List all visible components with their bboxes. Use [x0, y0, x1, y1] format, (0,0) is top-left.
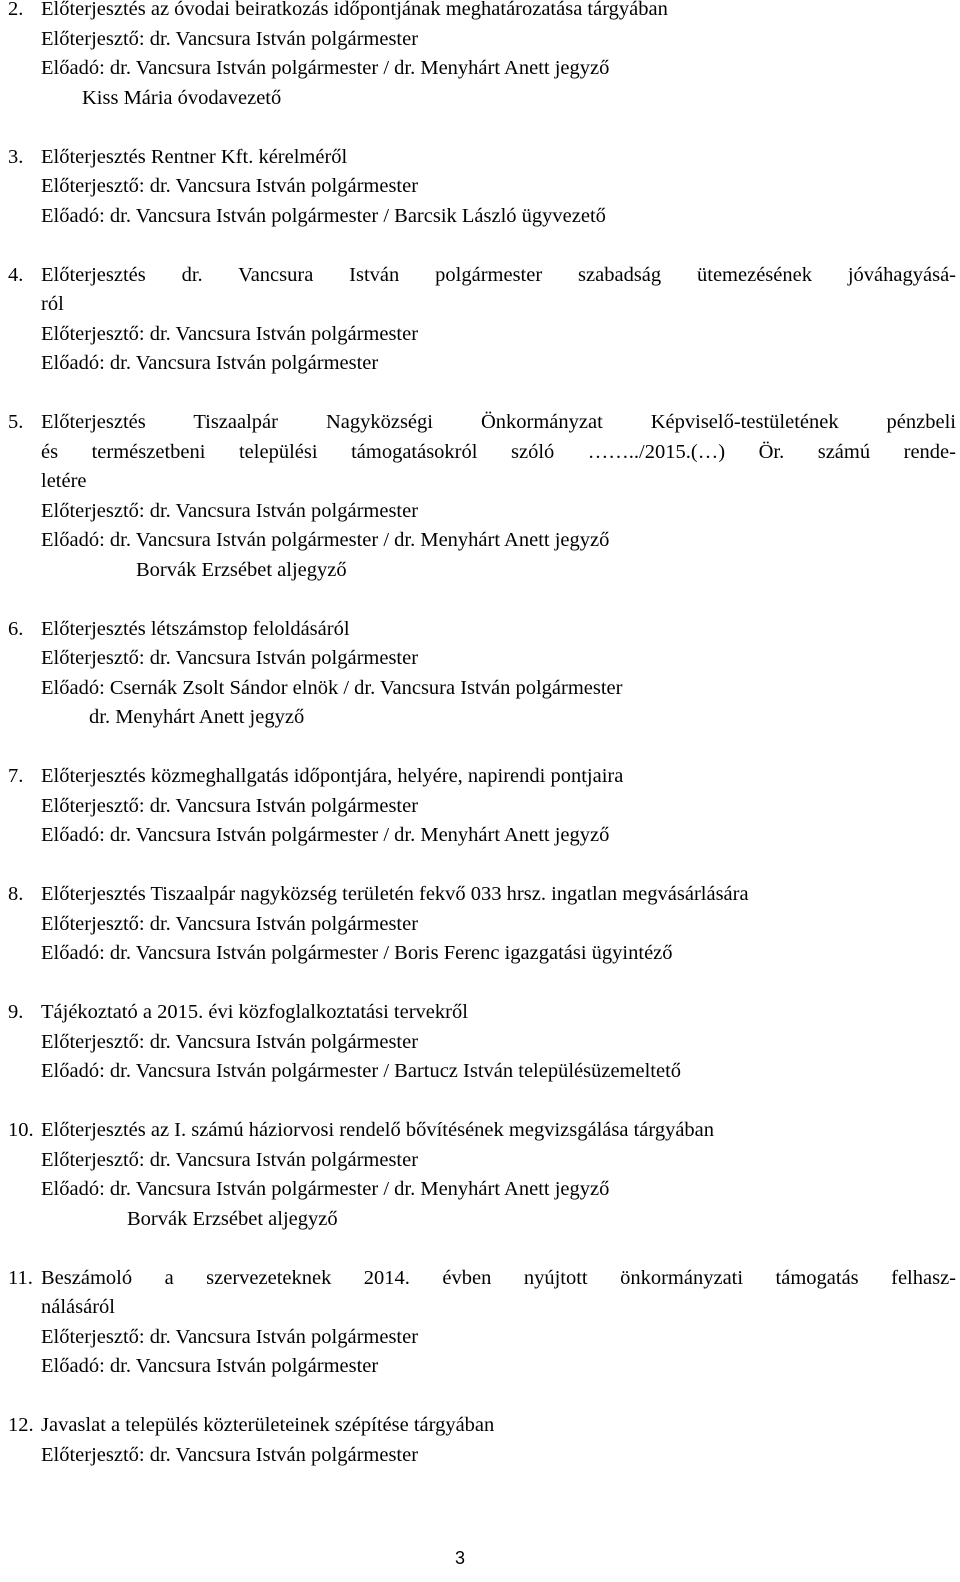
item-number: 2. [8, 0, 24, 20]
item-number: 12. [8, 1414, 34, 1436]
presenter-line: Előterjesztő: dr. Vancsura István polgármester [41, 794, 419, 817]
presenter-line: Előterjesztő: dr. Vancsura István polgármester [41, 322, 419, 345]
agenda-item-9 [8, 998, 956, 1087]
item-title: Beszámoló a szervezeteknek 2014. évben nyújtott önkormányzati támogatás felhasz- [41, 1266, 956, 1289]
presenter-line: Előterjesztő: dr. Vancsura István polgármester [41, 912, 419, 935]
item-title: Előterjesztés létszámstop feloldásáról [41, 617, 350, 640]
item-title: Előterjesztés az I. számú háziorvosi rendelő bővítésének megvizsgálása tárgyában [41, 1119, 715, 1141]
page-number: 3 [454, 1548, 465, 1568]
item-number: 8. [8, 883, 24, 905]
item-number: 11. [8, 1266, 33, 1289]
agenda-item-6 [8, 615, 956, 733]
presenter-line: Előterjesztő: dr. Vancsura István polgármester [41, 175, 419, 197]
item-title: Előterjesztés dr. Vancsura István polgármester szabadság ütemezésének jóváhagyásá- [41, 263, 956, 286]
item-number: 7. [8, 765, 24, 787]
item-title-continuation: ról [41, 293, 64, 315]
agenda-item-2 [8, 0, 956, 113]
item-title-continuation: és természetbeni települési támogatásokról szóló ……../2015.(…) Ör. számú rende- [41, 440, 956, 463]
item-title-continuation: letére [41, 470, 87, 492]
agenda-item-3 [8, 143, 956, 232]
item-number: 5. [8, 411, 24, 433]
speaker-line: Előadó: dr. Vancsura István polgármester / dr. Menyhárt Anett jegyző [41, 824, 610, 846]
agenda-item-10 [8, 1116, 956, 1234]
agenda-item-4 [8, 261, 956, 379]
item-title: Előterjesztés Tiszaalpár nagyközség területén fekvő 033 hrsz. ingatlan megvásárlására [41, 883, 749, 905]
presenter-line: Előterjesztő: dr. Vancsura István polgármester [41, 27, 419, 50]
agenda-item-7 [8, 762, 956, 851]
item-number: 3. [8, 145, 24, 168]
item-number: 9. [8, 1001, 24, 1023]
document-page [8, 0, 956, 1500]
item-title: Előterjesztés Tiszaalpár Nagyközségi Önkormányzat Képviselő-testületének pénzbeli [41, 411, 956, 433]
presenter-line: Előterjesztő: dr. Vancsura István polgármester [41, 1443, 419, 1466]
speaker-line: Előadó: dr. Vancsura István polgármester / Barcsik László ügyvezető [41, 204, 606, 227]
speaker-line: Előadó: dr. Vancsura István polgármester [41, 1355, 379, 1377]
item-title: Előterjesztés az óvodai beiratkozás időpontjának meghatározatása tárgyában [41, 0, 668, 20]
presenter-line: Előterjesztő: dr. Vancsura István polgármester [41, 1148, 419, 1171]
speaker-line: Előadó: dr. Vancsura István polgármester [41, 352, 379, 374]
item-title: Tájékoztató a 2015. évi közfoglalkoztatási tervekről [41, 1001, 468, 1023]
speaker-line: Előadó: Csernák Zsolt Sándor elnök / dr. Vancsura István polgármester [41, 676, 623, 699]
speaker-line: Előadó: dr. Vancsura István polgármester / dr. Menyhárt Anett jegyző [41, 529, 610, 551]
agenda-item-11 [8, 1264, 956, 1382]
presenter-line: Előterjesztő: dr. Vancsura István polgármester [41, 647, 419, 669]
speaker-continuation: Borvák Erzsébet aljegyző [136, 558, 347, 581]
item-title: Előterjesztés Rentner Kft. kérelméről [41, 145, 348, 168]
item-title-continuation: nálásáról [41, 1296, 115, 1318]
agenda-item-8 [8, 880, 956, 969]
presenter-line: Előterjesztő: dr. Vancsura István polgármester [41, 1030, 419, 1053]
presenter-line: Előterjesztő: dr. Vancsura István polgármester [41, 1325, 419, 1348]
agenda-item-12 [8, 1411, 956, 1470]
speaker-line: Előadó: dr. Vancsura István polgármester / Bartucz István településüzemeltető [41, 1060, 682, 1082]
item-title: Előterjesztés közmeghallgatás időpontjára, helyére, napirendi pontjaira [41, 765, 624, 787]
speaker-continuation: dr. Menyhárt Anett jegyző [89, 706, 305, 728]
speaker-continuation: Kiss Mária óvodavezető [82, 86, 282, 109]
speaker-continuation: Borvák Erzsébet aljegyző [127, 1207, 338, 1230]
item-title: Javaslat a település közterületeinek szépítése tárgyában [41, 1414, 495, 1436]
agenda-item-5 [8, 408, 956, 585]
item-number: 10. [8, 1119, 34, 1141]
item-number: 4. [8, 263, 24, 286]
speaker-line: Előadó: dr. Vancsura István polgármester / dr. Menyhárt Anett jegyző [41, 1178, 610, 1200]
item-number: 6. [8, 617, 24, 640]
speaker-line: Előadó: dr. Vancsura István polgármester / Boris Ferenc igazgatási ügyintéző [41, 942, 673, 964]
presenter-line: Előterjesztő: dr. Vancsura István polgármester [41, 499, 419, 522]
speaker-line: Előadó: dr. Vancsura István polgármester / dr. Menyhárt Anett jegyző [41, 57, 610, 79]
